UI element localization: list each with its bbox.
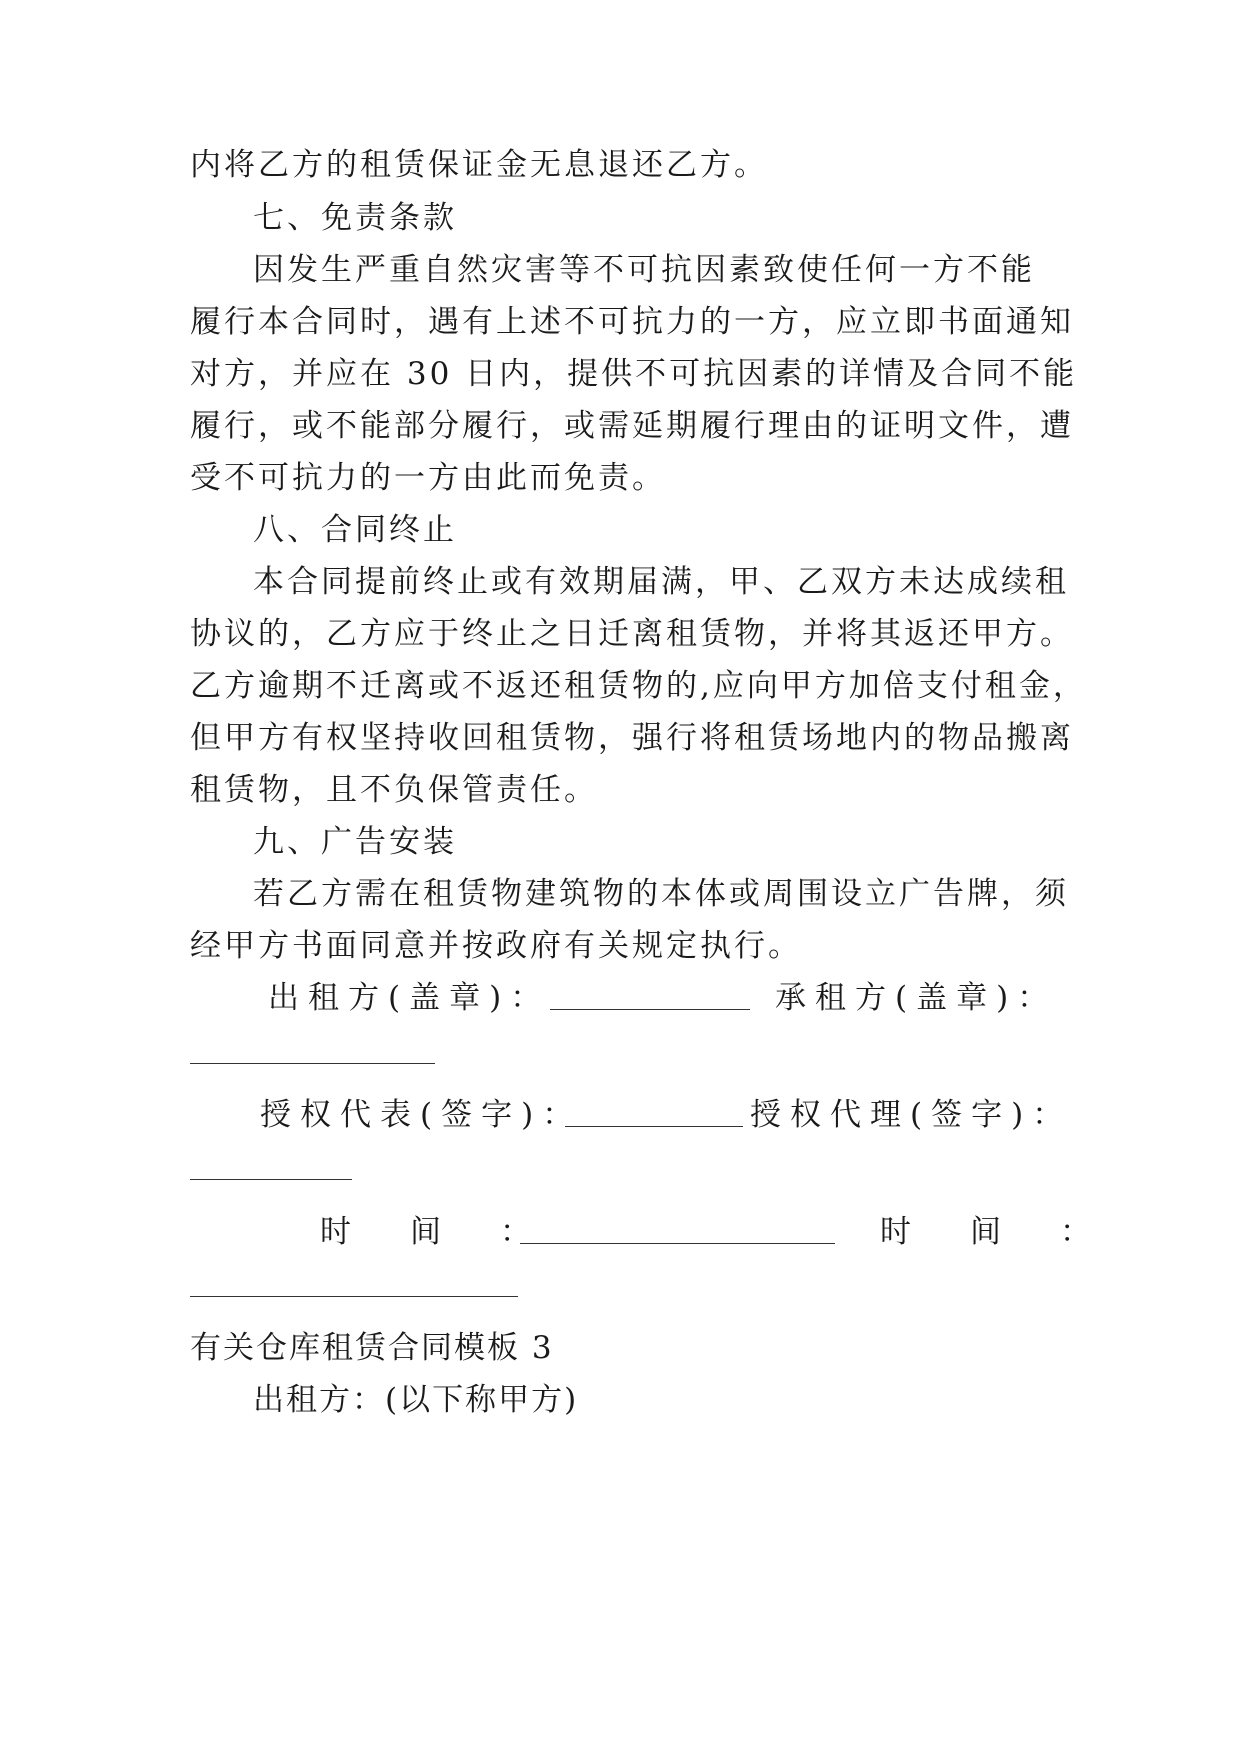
representative-sign-label: 授权代表(签字)： <box>260 1097 583 1133</box>
time-label-right: 时 间 ： <box>880 1214 1105 1250</box>
paragraph-line: 协议的，乙方应于终止之日迁离租赁物，并将其返还甲方。 <box>190 616 1074 652</box>
paragraph-line: 但甲方有权坚持收回租赁物，强行将租赁场地内的物品搬离 <box>190 720 1074 756</box>
paragraph-line: 经甲方书面同意并按政府有关规定执行。 <box>190 928 802 964</box>
lessee-seal-label: 承租方(盖章)： <box>775 980 1058 1016</box>
paragraph-line: 履行，或不能部分履行，或需延期履行理由的证明文件，遭 <box>190 408 1074 444</box>
time-blank-right <box>190 1295 518 1297</box>
paragraph-line: 租赁物，且不负保管责任。 <box>190 772 598 808</box>
paragraph-line: 若乙方需在租赁物建筑物的本体或周围设立广告牌，须 <box>253 876 1069 912</box>
paragraph-line: 内将乙方的租赁保证金无息退还乙方。 <box>190 147 768 183</box>
agent-sign-blank <box>190 1178 352 1180</box>
lessee-seal-blank <box>190 1062 435 1064</box>
paragraph-line: 乙方逾期不迁离或不返还租赁物的,应向甲方加倍支付租金， <box>190 668 1087 704</box>
paragraph-line: 受不可抗力的一方由此而免责。 <box>190 460 666 496</box>
section-7-heading: 七、免责条款 <box>253 200 457 236</box>
time-label-left: 时 间 ： <box>320 1214 545 1250</box>
lessor-seal-blank <box>550 1008 750 1010</box>
section-8-heading: 八、合同终止 <box>253 512 457 548</box>
time-blank-left <box>520 1242 835 1244</box>
lessor-seal-label: 出租方(盖章)： <box>268 980 551 1016</box>
paragraph-line: 因发生严重自然灾害等不可抗因素致使任何一方不能 <box>253 252 1035 288</box>
paragraph-line: 对方，并应在 30 日内，提供不可抗因素的详情及合同不能 <box>190 356 1078 392</box>
paragraph-line: 履行本合同时，遇有上述不可抗力的一方，应立即书面通知 <box>190 304 1074 340</box>
section-9-heading: 九、广告安装 <box>253 824 457 860</box>
lessor-intro-line: 出租方：(以下称甲方) <box>253 1382 579 1418</box>
paragraph-line: 本合同提前终止或有效期届满，甲、乙双方未达成续租 <box>253 564 1069 600</box>
agent-sign-label: 授权代理(签字)： <box>750 1097 1073 1133</box>
representative-sign-blank <box>565 1125 743 1127</box>
next-template-title: 有关仓库租赁合同模板 3 <box>190 1330 554 1366</box>
